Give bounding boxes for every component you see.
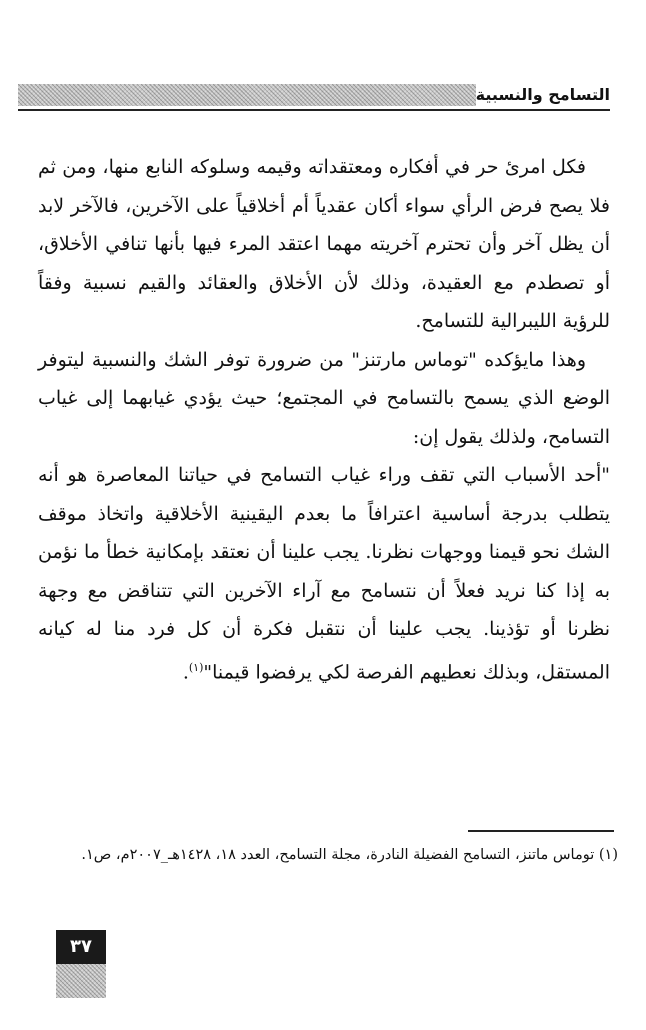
running-header-title: التسامح والنسبية [475, 85, 610, 104]
paragraph-2: وهذا مايؤكده "توماس مارتنز" من ضرورة توفر الشك والنسبية ليتوفر الوضع الذي يسمح بالتسامح في المجتمع؛ حيث يؤدي غيابهما إلى غياب التسامح، ولذلك يقول إن: [38, 348, 610, 448]
page-number-hatch [56, 964, 106, 998]
quote-paragraph: "أحد الأسباب التي تقف وراء غياب التسامح في حياتنا المعاصرة هو أنه يتطلب بدرجة أساسية اعترافاً ما بعدم اليقينية الأخلاقية واتخاذ موقف الشك نحو قيمنا ووجهات نظرنا. يجب علينا أن نعتقد بإمكانية خطأ ما نؤمن به إذا كنا نريد فعلاً أن نتسامح مع آراء الآخرين التي تتناقض مع وجهة نظرنا أو تؤذينا. يجب علينا أن نتقبل فكرة أن كل فرد منا له كيانه المستقل، وبذلك نعطيهم الفرصة لكي يرفضوا قيمنا"$^{(١)}$. [38, 464, 611, 683]
main-text [38, 148, 610, 691]
header-rule [18, 109, 610, 111]
header-hatched-bar [18, 84, 476, 106]
footnote-text: (١) توماس ماتنز، التسامح الفضيلة النادرة، مجلة التسامح، العدد ١٨، ١٤٢٨هـ_٢٠٠٧م، ص١. [81, 847, 618, 863]
footnote [60, 842, 618, 869]
footnote-reference: (١) [188, 660, 204, 674]
paragraph-1: فكل امرئ حر في أفكاره ومعتقداته وقيمه وسلوكه النابع منها، ومن ثم فلا يصح فرض الرأي سواء أكان عقدياً أم أخلاقياً على الآخرين، فالآخر لابد أن يظل آخر وأن تحترم آخريته مهما اعتقد المرء فيها بأنها تنافي الأخلاق، أو تصطدم مع العقيدة، وذلك لأن الأخلاق والعقائد والقيم نسبية وفقاً للرؤية الليبرالية للتسامح. [38, 156, 610, 332]
quote-text: "أحد الأسباب التي تقف وراء غياب التسامح في حياتنا المعاصرة هو أنه يتطلب بدرجة أساسية اعترافاً ما بعدم اليقينية الأخلاقية واتخاذ موقف الشك نحو قيمنا ووجهات نظرنا. يجب علينا أن نعتقد بإمكانية خطأ ما نؤمن به إذا كنا نريد فعلاً أن نتسامح مع آراء الآخرين التي تتناقض مع وجهة نظرنا أو تؤذينا. يجب علينا أن نتقبل فكرة أن كل فرد منا له كيانه المستقل، وبذلك نعطيهم الفرصة لكي يرفضوا قيمنا" [38, 464, 611, 683]
page-number: ٣٧ [56, 930, 106, 964]
footnote-rule [468, 830, 614, 832]
